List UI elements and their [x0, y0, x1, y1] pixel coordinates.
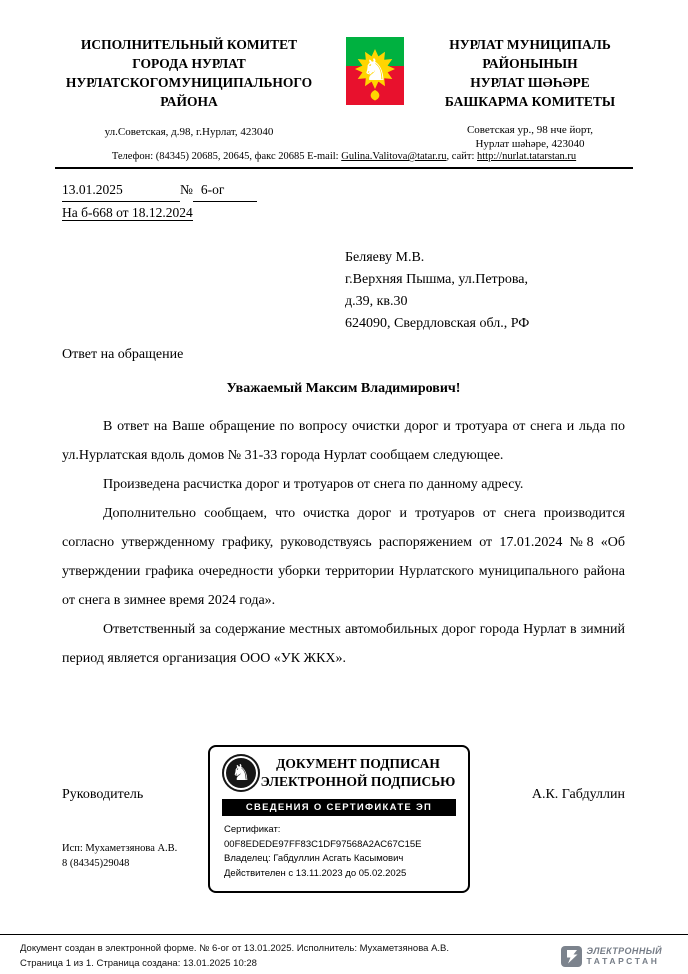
electronic-signature-stamp: [208, 745, 470, 893]
certificate-info-bar: СВЕДЕНИЯ О СЕРТИФИКАТЕ ЭП: [222, 799, 456, 816]
org-name-line: ИСПОЛНИТЕЛЬНЫЙ КОМИТЕТ: [80, 37, 298, 52]
org-name-line: РАЙОНЫНЫН: [482, 55, 578, 71]
footer-meta: [20, 942, 449, 971]
letterhead: [55, 36, 633, 152]
certificate-validity: Действителен с 13.11.2023 до 05.02.2025: [224, 868, 407, 880]
recipient-name: Беляеву М.В.: [345, 250, 425, 265]
footer-line2: Страница 1 из 1. Страница создана: 13.01.2025 10:28: [20, 957, 257, 969]
executor-phone: 8 (84345)29048: [62, 858, 130, 870]
header-divider: [55, 167, 633, 169]
org-name-line: БАШКАРМА КОМИТЕТЫ: [444, 93, 616, 109]
recipient-block: [345, 247, 529, 335]
recipient-address-line: 624090, Свердловская обл., РФ: [345, 316, 530, 331]
stamp-horse-emblem-icon: ♞: [222, 754, 260, 792]
footer-line1: Документ создан в электронной форме. № 6-ог от 13.01.2025. Исполнитель: Мухаметзянова А.В.: [20, 943, 450, 954]
outgoing-date: 13.01.2025: [62, 179, 180, 202]
svg-text:♞: ♞: [361, 53, 389, 88]
stamp-title: ДОКУМЕНТ ПОДПИСАН ЭЛЕКТРОННОЙ ПОДПИСЬЮ: [260, 756, 456, 789]
contact-line: [0, 151, 688, 162]
signer-name: А.К. Габдуллин: [531, 787, 625, 802]
certificate-owner: Владелец: Габдуллин Асгать Касымович: [224, 853, 404, 865]
org-address-russian: ул.Советская, д.98, г.Нурлат, 423040: [104, 125, 274, 138]
executor-name: Исп: Мухаметзянова А.В.: [62, 843, 178, 854]
org-name-russian: [55, 36, 323, 139]
org-name-line: НУРЛАТСКОГОМУНИЦИПАЛЬНОГО: [65, 74, 313, 90]
contact-prefix: Телефон: (84345) 20685, 20645, факс 20685 E-mail:: [111, 151, 342, 162]
reference-block: [62, 179, 257, 223]
number-sign: №: [180, 182, 193, 197]
org-name-line: НУРЛАТ ШӘҺӘРЕ: [470, 74, 590, 90]
org-name-line: ГОРОДА НУРЛАТ: [132, 55, 246, 71]
executor-block: [62, 841, 177, 871]
paragraph: В ответ на Ваше обращение по вопросу очистки дорог и тротуара от снега и льда по ул.Нурлатская вдоль домов № 31-33 города Нурлат сообщаем следующее.: [62, 419, 625, 463]
salutation: Уважаемый Максим Владимирович!: [226, 381, 461, 396]
letter-body: [62, 412, 625, 673]
website-link[interactable]: http://nurlat.tatarstan.ru: [477, 151, 577, 162]
org-name-tatar: [427, 36, 633, 152]
electronic-tatarstan-logo: [561, 946, 662, 967]
contact-middle: , сайт:: [446, 151, 477, 162]
recipient-address-line: д.39, кв.30: [345, 294, 408, 309]
org-address-tatar: Советская ур., 98 нче йорт, Нурлат шәһәре, 423040: [466, 123, 594, 151]
footer-divider: [0, 934, 688, 935]
paragraph: Ответственный за содержание местных автомобильных дорог города Нурлат в зимний период является организация ООО «УК ЖКХ».: [62, 622, 625, 666]
outgoing-number: 6-ог: [193, 179, 257, 202]
email-link[interactable]: Gulina.Valitova@tatar.ru: [341, 151, 447, 162]
subject-line: Ответ на обращение: [62, 347, 184, 362]
outgoing-number-line: [62, 179, 257, 202]
org-name-line: НУРЛАТ МУНИЦИПАЛЬ: [449, 37, 611, 52]
reply-to-line: На б-668 от 18.12.2024: [62, 204, 193, 220]
stamp-header: [210, 747, 468, 797]
electronic-tatarstan-logo-icon: [561, 946, 582, 967]
org-name-line: РАЙОНА: [160, 93, 218, 109]
certificate-number: Сертификат: 00F8EDEDE97FF83C1DF97568A2AC67C15E: [224, 824, 422, 850]
paragraph: Произведена расчистка дорог и тротуаров от снега по данному адресу.: [103, 477, 524, 492]
nurlat-coat-of-arms-icon: [346, 37, 404, 105]
recipient-address-line: г.Верхняя Пышма, ул.Петрова,: [345, 272, 528, 287]
paragraph: Дополнительно сообщаем, что очистка дорог и тротуаров от снега производится согласно утвержденному графику, руководствуясь распоряжением от 17.01.2024 №8 «Об утверждении графика очередности уборки территории Нурлатского муниципального района от снега в зимнее время 2024 года».: [62, 506, 625, 608]
signer-position: Руководитель: [62, 787, 144, 802]
electronic-tatarstan-logo-text: ЭЛЕКТРОННЫЙ ТАТАРСТАН: [586, 946, 662, 966]
certificate-details: [210, 816, 468, 891]
